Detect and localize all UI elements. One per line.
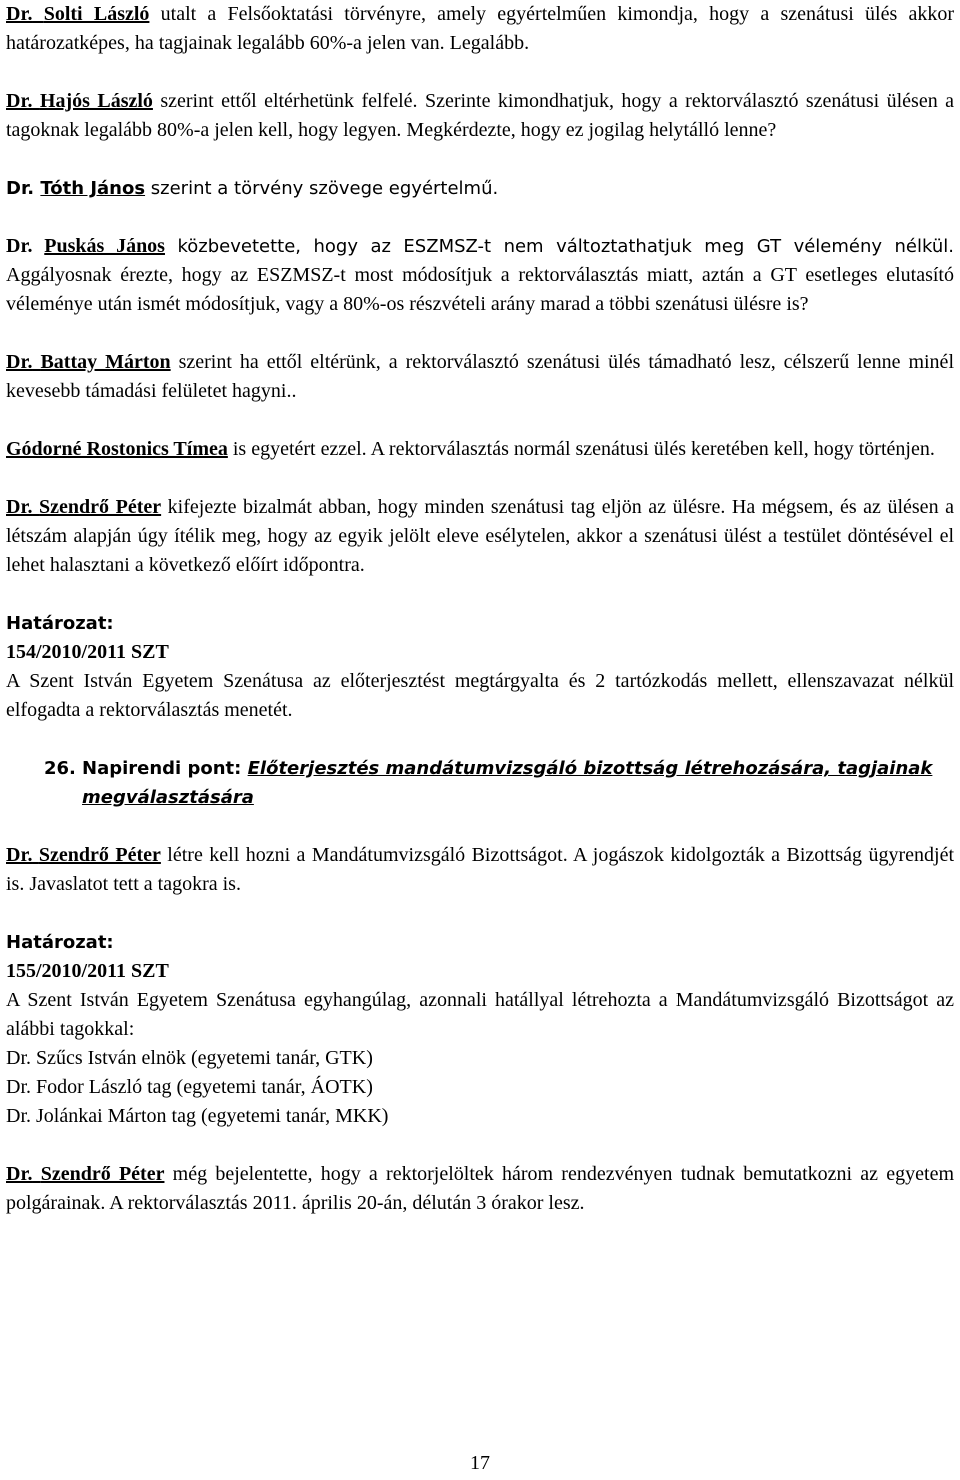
speaker-prefix: Dr. — [6, 235, 33, 257]
committee-member: Dr. Jolánkai Márton tag (egyetemi tanár, MKK) — [6, 1105, 389, 1127]
paragraph-hajos — [6, 87, 954, 145]
speaker-name-szendro: Szendrő Péter — [39, 496, 162, 518]
speaker-name-solti: Solti László — [43, 3, 150, 25]
agenda-title: Előterjesztés mandátumvizsgáló bizottság létrehozására, tagjainak megválasztására — [82, 758, 933, 808]
paragraph-godorne — [6, 435, 954, 464]
speaker-name-godorne: Gódorné Rostonics Tímea — [6, 438, 228, 460]
resolution-number: 154/2010/2011 SZT — [6, 641, 169, 663]
committee-member: Dr. Szűcs István elnök (egyetemi tanár, GTK) — [6, 1047, 373, 1069]
agenda-label: Napirendi pont: — [82, 758, 248, 779]
paragraph-text-continued: Aggályosnak érezte, hogy az ESZMSZ-t most módosítjuk a rektorválasztás miatt, aztán a GT esetleges elutasító véleménye után ismét módosítjuk, vagy a 80%-os részvételi arány marad a többi szenátusi ülésre is? — [6, 264, 954, 315]
committee-member: Dr. Fodor László tag (egyetemi tanár, ÁOTK) — [6, 1076, 373, 1098]
paragraph-text: szerint ha ettől eltérünk, a rektorválasztó szenátusi ülés támadható lesz, célszerű lenne minél kevesebb támadási felületet hagyni.. — [6, 351, 954, 402]
paragraph-text: szerint ettől eltérhetünk felfelé. Szerinte kimondhatjuk, hogy a rektorválasztó szenátusi ülésen a tagoknak legalább 80%-a jelen kell, hogy legyen. Megkérdezte, hogy ez jogilag helytálló lenne? — [6, 90, 955, 141]
paragraph-szendro-2 — [6, 841, 954, 899]
paragraph-text: még bejelentette, hogy a rektorjelöltek három rendezvényen tudnak bemutatkozni az egyetem polgárainak. A rektorválasztás 2011. április 20-án, délután 3 órakor lesz. — [6, 1163, 955, 1214]
speaker-name-toth: Tóth János — [40, 178, 146, 199]
paragraph-text: utalt a Felsőoktatási törvényre, amely egyértelműen kimondja, hogy a szenátusi ülés akkor határozatképes, ha tagjainak legalább 60%-a jelen van. Legalább. — [6, 3, 955, 54]
speaker-name-hajos: Hajós László — [39, 90, 153, 112]
paragraph-toth — [6, 174, 954, 203]
agenda-number: 26. — [44, 758, 76, 779]
paragraph-text: közbevetette, hogy az ESZMSZ-t nem változtathatjuk meg GT vélemény nélkül. — [164, 236, 955, 257]
document-page — [6, 0, 954, 1218]
resolution-154 — [6, 609, 954, 725]
paragraph-szendro-3 — [6, 1160, 954, 1218]
resolution-155 — [6, 928, 954, 1131]
paragraph-text: kifejezte bizalmát abban, hogy minden szenátusi tag eljön az ülésre. Ha mégsem, és az ülésen a létszám alapján úgy ítélik meg, hogy az egyik jelölt eleve esélytelen, akkor a szenátusi ülést a testület döntésével el lehet halasztani a következő előírt időpontra. — [6, 496, 954, 576]
paragraph-text: szerint a törvény szövege egyértelmű. — [145, 178, 499, 199]
resolution-label: Határozat: — [6, 613, 114, 634]
resolution-label: Határozat: — [6, 932, 114, 953]
speaker-prefix: Dr. — [6, 351, 33, 373]
resolution-number: 155/2010/2011 SZT — [6, 960, 169, 982]
speaker-prefix: Dr. — [6, 3, 33, 25]
speaker-name-battay: Battay Márton — [40, 351, 171, 373]
paragraph-szendro-1 — [6, 493, 954, 580]
page-number: 17 — [470, 1452, 490, 1474]
speaker-prefix: Dr. — [6, 90, 33, 112]
paragraph-solti — [6, 0, 954, 58]
paragraph-text: is egyetért ezzel. — [227, 438, 367, 460]
agenda-item-26 — [6, 754, 954, 812]
resolution-text: A Szent István Egyetem Szenátusa az előterjesztést megtárgyalta és 2 tartózkodás mellett, ellenszavazat nélkül elfogadta a rektorválasztás menetét. — [6, 670, 954, 721]
speaker-prefix: Dr. — [6, 1163, 33, 1185]
speaker-prefix: Dr. — [6, 496, 33, 518]
paragraph-battay — [6, 348, 954, 406]
speaker-name — [32, 3, 43, 25]
speaker-name-puskas: Puskás János — [44, 235, 165, 257]
speaker-name-szendro: Szendrő Péter — [38, 844, 161, 866]
speaker-prefix: Dr. — [6, 844, 33, 866]
resolution-text: A Szent István Egyetem Szenátusa egyhangúlag, azonnali hatállyal létrehozta a Mandátumvizsgáló Bizottságot az alábbi tagokkal: — [6, 989, 954, 1040]
speaker-name-szendro: Szendrő Péter — [40, 1163, 165, 1185]
paragraph-text-continued: A rektorválasztás normál szenátusi ülés keretében kell, hogy történjen. — [366, 438, 935, 460]
paragraph-text-continued: A jogászok kidolgozták a Bizottság ügyrendjét is. Javaslatot tett a tagokra is. — [6, 844, 954, 895]
paragraph-text: létre kell hozni a Mandátumvizsgáló Bizottságot. — [160, 844, 568, 866]
speaker-prefix: Dr. — [6, 178, 35, 199]
paragraph-puskas — [6, 232, 954, 319]
